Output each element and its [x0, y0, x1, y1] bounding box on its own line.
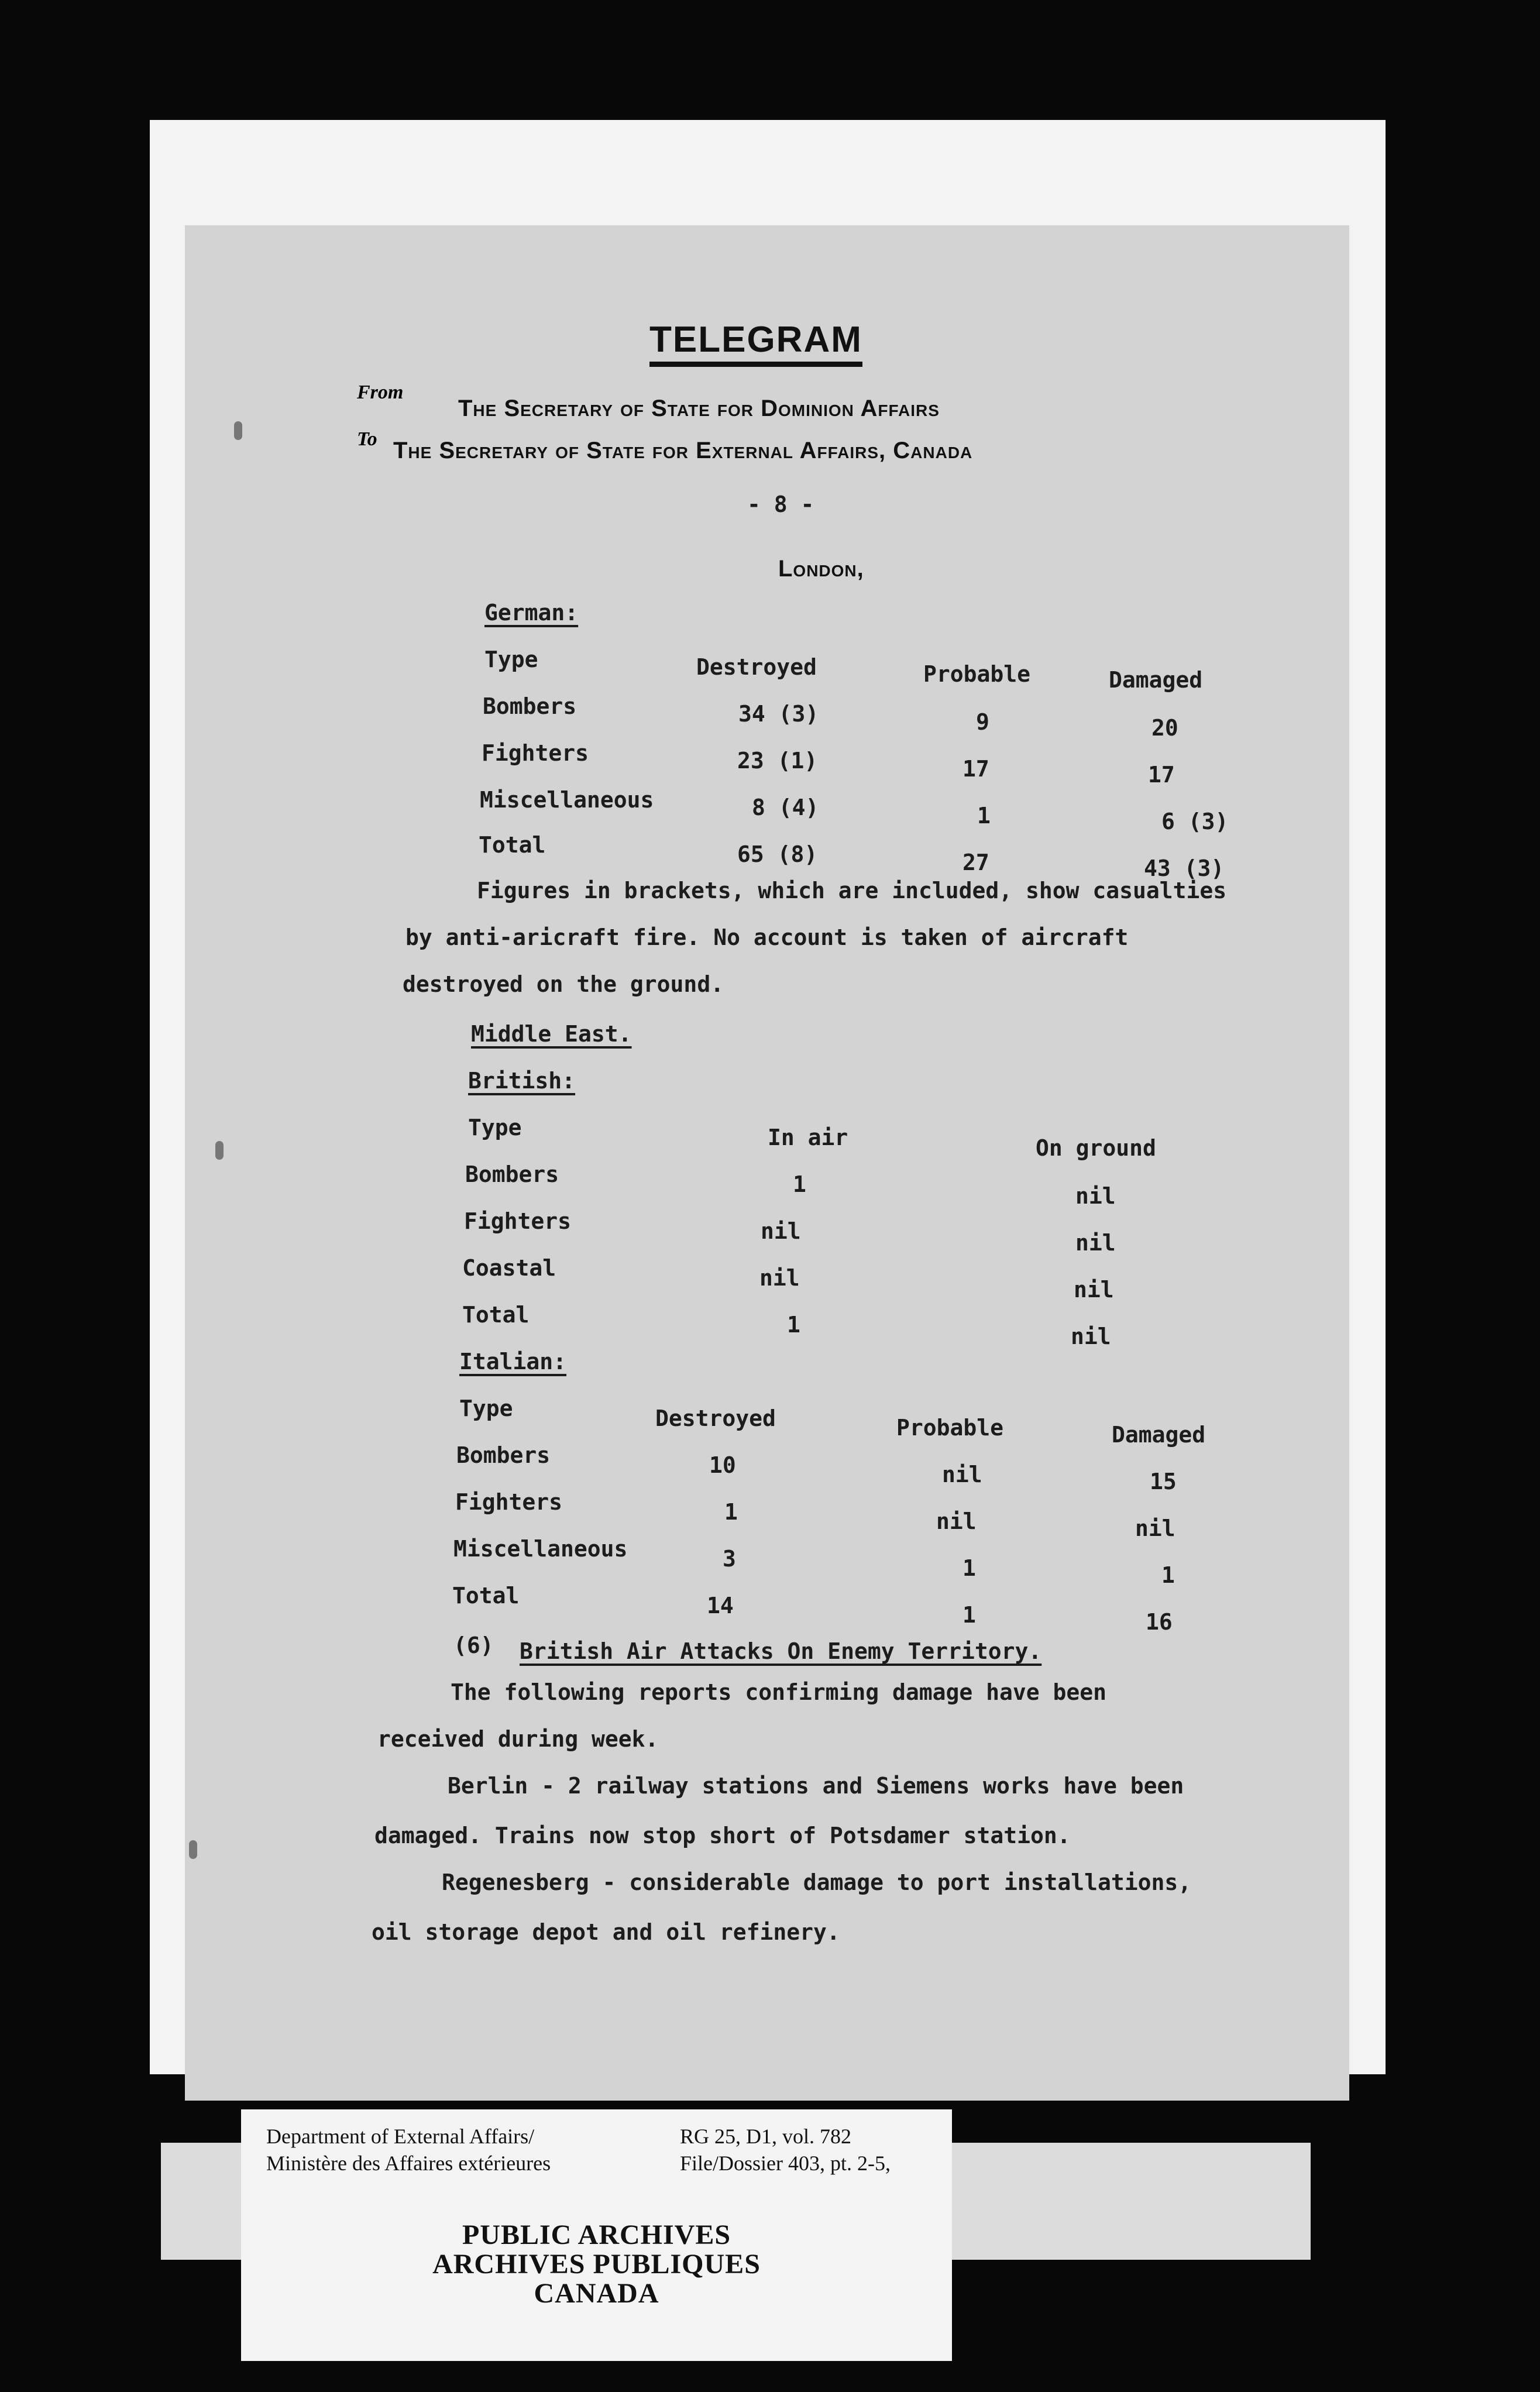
table-cell-damaged: 1	[1161, 1562, 1175, 1588]
table-cell-type: Total	[452, 1583, 520, 1609]
column-header: In air	[768, 1125, 848, 1150]
table-cell-damaged: 6 (3)	[1161, 809, 1229, 834]
table-cell-on-ground: nil	[1074, 1277, 1114, 1302]
table-cell-probable: 27	[962, 850, 989, 875]
british-heading: British:	[468, 1068, 576, 1094]
department-fr: Ministère des Affaires extérieures	[266, 2152, 551, 2175]
table-cell-on-ground: nil	[1075, 1183, 1116, 1209]
table-cell-on-ground: nil	[1071, 1324, 1111, 1349]
table-cell-destroyed: 8 (4)	[752, 795, 819, 820]
table-cell-destroyed: 1	[724, 1499, 738, 1525]
from-label: From	[357, 382, 404, 403]
paragraph-line: oil storage depot and oil refinery.	[372, 1919, 840, 1945]
table-cell-damaged: 15	[1150, 1469, 1177, 1494]
table-cell-type: Miscellaneous	[480, 787, 654, 813]
table-cell-damaged: 43 (3)	[1144, 855, 1225, 881]
table-cell-type: Fighters	[482, 740, 589, 766]
table-cell-probable: 1	[977, 803, 991, 829]
table-cell-destroyed: 10	[709, 1452, 736, 1478]
paragraph-line: damaged. Trains now stop short of Potsdamer station.	[374, 1823, 1071, 1848]
from-value: The Secretary of State for Dominion Affairs	[458, 396, 940, 421]
note-line: by anti-aricraft fire. No account is taken of aircraft	[405, 925, 1129, 950]
column-header: Type	[459, 1396, 513, 1421]
table-cell-type: Total	[462, 1302, 530, 1328]
table-cell-damaged: nil	[1135, 1515, 1175, 1541]
table-cell-type: Coastal	[462, 1255, 556, 1281]
table-cell-damaged: 20	[1151, 715, 1178, 741]
to-label: To	[357, 428, 377, 450]
table-cell-in-air: nil	[761, 1218, 801, 1244]
reference-line: RG 25, D1, vol. 782	[680, 2125, 852, 2148]
page-number: - 8 -	[747, 492, 814, 517]
department-en: Department of External Affairs/	[266, 2125, 535, 2148]
to-value: The Secretary of State for External Affairs, Canada	[393, 438, 973, 463]
paragraph-line: Regenesberg - considerable damage to port installations,	[442, 1869, 1192, 1895]
table-cell-damaged: 16	[1146, 1609, 1173, 1635]
middle-east-heading: Middle East.	[471, 1021, 632, 1047]
reference-line: File/Dossier 403, pt. 2-5,	[680, 2152, 891, 2175]
column-header: Type	[484, 647, 538, 672]
paragraph-line: Berlin - 2 railway stations and Siemens works have been	[448, 1773, 1184, 1799]
punch-hole	[189, 1840, 197, 1859]
punch-hole	[234, 421, 242, 440]
table-cell-probable: 1	[962, 1602, 976, 1628]
column-header: Destroyed	[696, 654, 817, 680]
table-cell-destroyed: 34 (3)	[738, 701, 819, 727]
section-number: (6)	[453, 1633, 494, 1658]
column-header: Destroyed	[655, 1405, 776, 1431]
table-cell-destroyed: 23 (1)	[737, 748, 818, 774]
column-header: Type	[468, 1115, 522, 1140]
column-header: Probable	[896, 1415, 1004, 1441]
note-line: Figures in brackets, which are included, show casualties	[477, 878, 1227, 903]
table-cell-type: Bombers	[456, 1442, 551, 1468]
column-header: Probable	[923, 661, 1031, 687]
archives-country: CANADA	[534, 2278, 659, 2309]
table-cell-type: Bombers	[483, 693, 577, 719]
table-cell-in-air: 1	[793, 1171, 806, 1197]
paragraph-line: The following reports confirming damage have been	[451, 1679, 1107, 1705]
table-cell-type: Miscellaneous	[453, 1536, 628, 1562]
table-cell-probable: 9	[976, 709, 989, 735]
table-cell-probable: nil	[936, 1508, 977, 1534]
table-cell-destroyed: 65 (8)	[737, 841, 818, 867]
table-cell-probable: 1	[962, 1555, 976, 1581]
note-line: destroyed on the ground.	[403, 971, 724, 997]
archives-fr: ARCHIVES PUBLIQUES	[432, 2249, 761, 2280]
table-cell-destroyed: 3	[723, 1546, 736, 1572]
table-cell-type: Fighters	[464, 1208, 572, 1234]
table-cell-type: Fighters	[455, 1489, 563, 1515]
column-header: On ground	[1036, 1135, 1156, 1161]
table-cell-type: Total	[479, 832, 546, 858]
place-name: London,	[778, 556, 864, 582]
column-header: Damaged	[1109, 667, 1203, 693]
table-cell-in-air: nil	[759, 1265, 800, 1291]
paragraph-line: received during week.	[377, 1726, 659, 1752]
table-cell-damaged: 17	[1148, 762, 1175, 788]
section-heading: British Air Attacks On Enemy Territory.	[520, 1638, 1042, 1664]
table-cell-type: Bombers	[465, 1161, 559, 1187]
telegram-title: TELEGRAM	[649, 319, 862, 367]
table-cell-destroyed: 14	[707, 1593, 734, 1618]
table-cell-on-ground: nil	[1075, 1230, 1116, 1256]
table-cell-in-air: 1	[787, 1312, 800, 1338]
italian-heading: Italian:	[459, 1349, 567, 1374]
german-heading: German:	[484, 600, 579, 626]
archives-en: PUBLIC ARCHIVES	[462, 2219, 731, 2250]
punch-hole	[215, 1141, 224, 1160]
column-header: Damaged	[1112, 1422, 1206, 1448]
table-cell-probable: 17	[962, 756, 989, 782]
table-cell-probable: nil	[942, 1462, 982, 1487]
